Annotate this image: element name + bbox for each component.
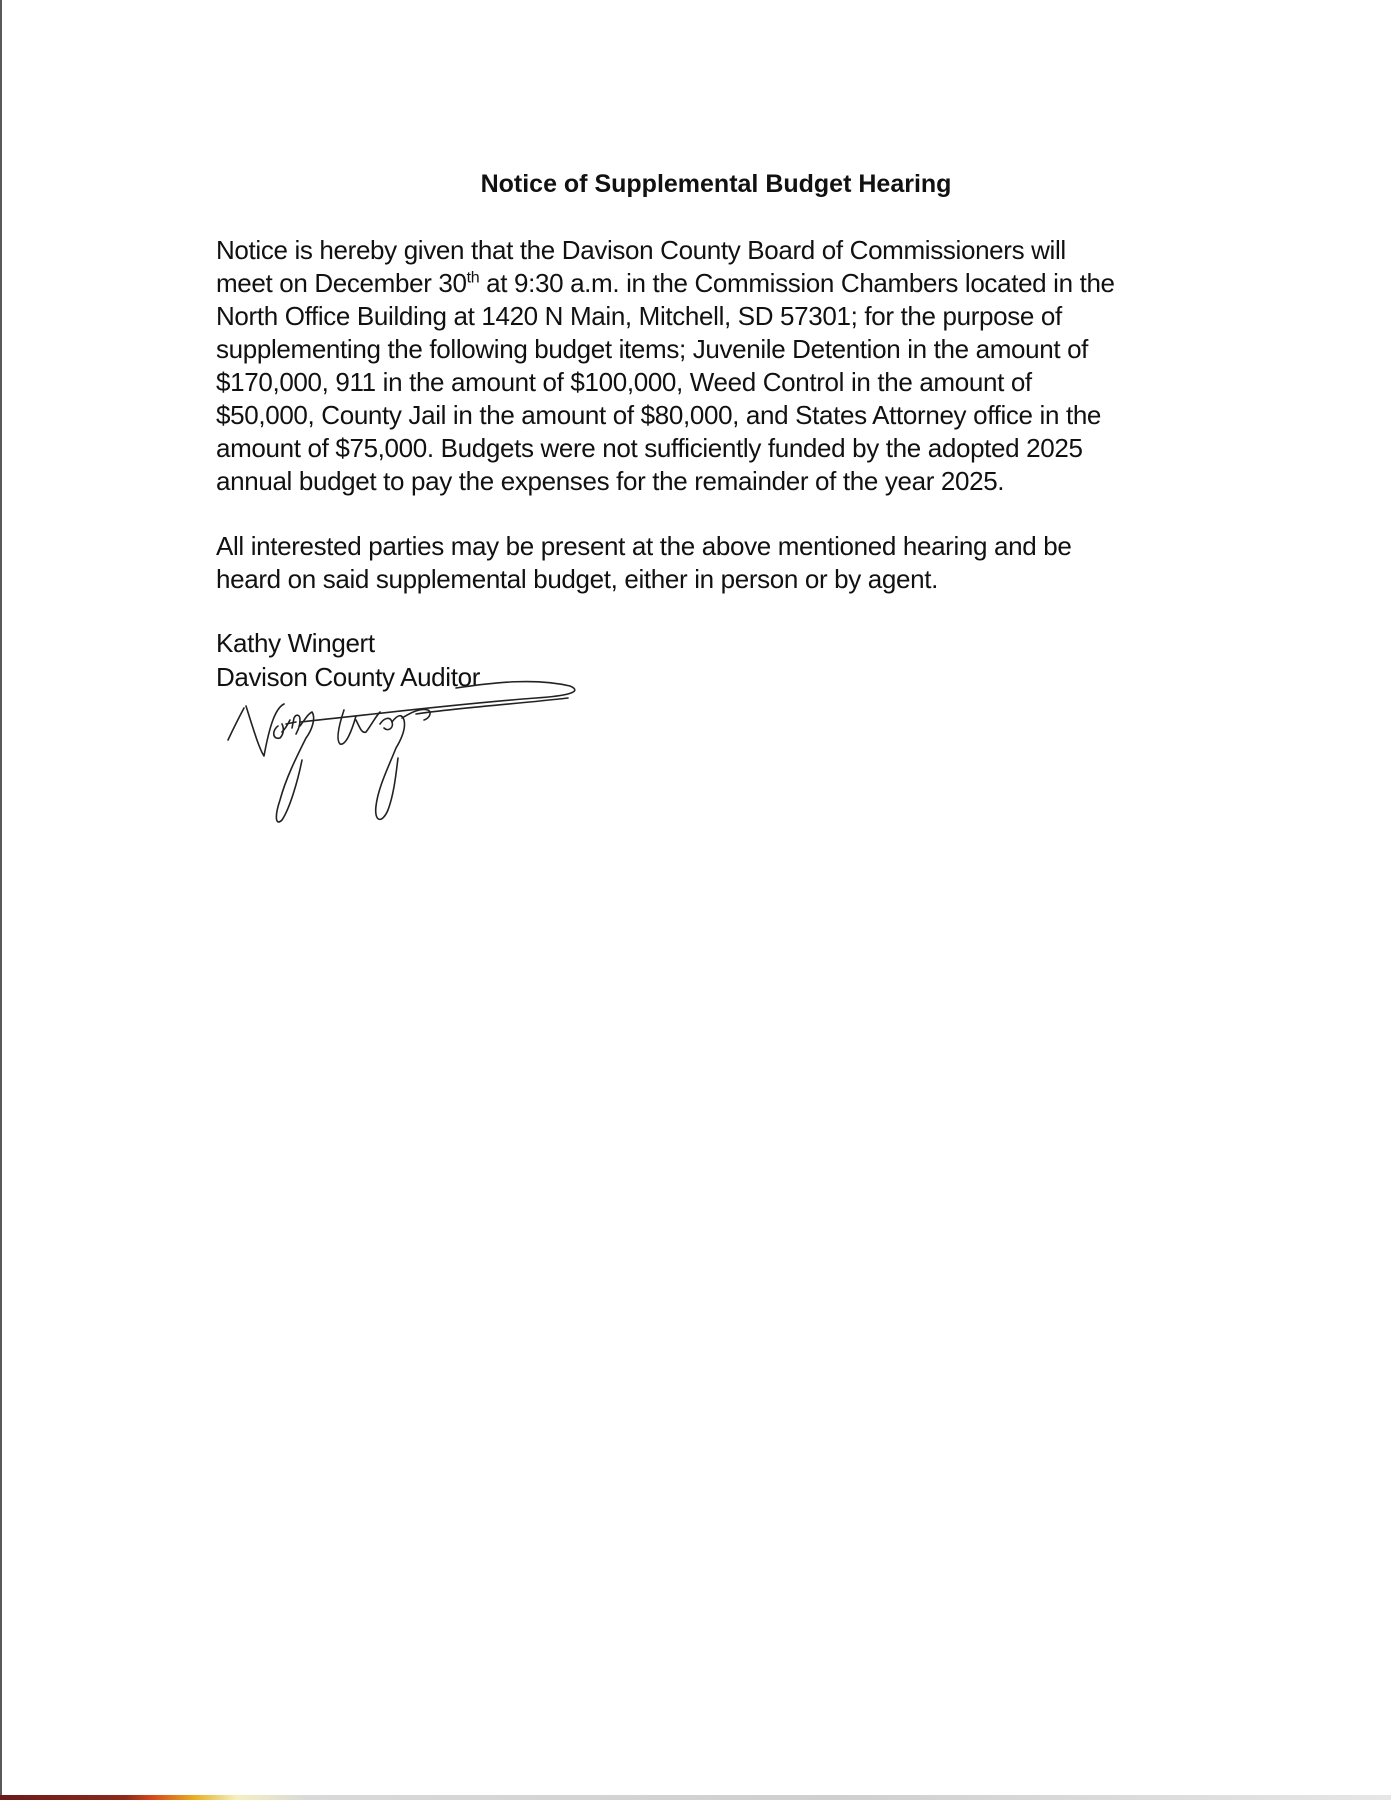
- date-text: meet on December 30: [216, 268, 467, 298]
- signatory-title: Davison County Auditor: [216, 662, 481, 692]
- notice-paragraph-2: [216, 530, 1216, 596]
- notice-title: Notice of Supplemental Budget Hearing: [480, 170, 952, 198]
- paragraph-1-line-5: $170,000, 911 in the amount of $100,000, Weed Control in the amount of: [216, 367, 1032, 397]
- time-location-text: at 9:30 a.m. in the Commission Chambers located in the: [479, 268, 1115, 298]
- paragraph-1-line-3: North Office Building at 1420 N Main, Mitchell, SD 57301; for the purpose of: [216, 301, 1062, 331]
- paragraph-1-line-1: Notice is hereby given that the Davison County Board of Commissioners will: [216, 235, 1066, 265]
- ordinal-suffix: th: [466, 269, 480, 287]
- paragraph-2-line-1: All interested parties may be present at the above mentioned hearing and be: [216, 531, 1072, 561]
- paragraph-2-line-2: heard on said supplemental budget, either in person or by agent.: [216, 564, 938, 594]
- paragraph-1-line-6: $50,000, County Jail in the amount of $80,000, and States Attorney office in the: [216, 400, 1102, 430]
- paragraph-1-line-7: amount of $75,000. Budgets were not sufficiently funded by the adopted 2025: [216, 433, 1083, 463]
- paragraph-1-line-8: annual budget to pay the expenses for the remainder of the year 2025.: [216, 466, 1005, 496]
- scan-edge-left: [0, 0, 2, 1800]
- handwritten-signature: [216, 668, 596, 838]
- paragraph-1-line-4: supplementing the following budget items; Juvenile Detention in the amount of: [216, 334, 1089, 364]
- scan-edge-bottom: [0, 1795, 1391, 1800]
- notice-paragraph-1: [216, 234, 1216, 498]
- paragraph-1-line-2: [216, 267, 1216, 300]
- signatory-name: Kathy Wingert: [216, 628, 375, 658]
